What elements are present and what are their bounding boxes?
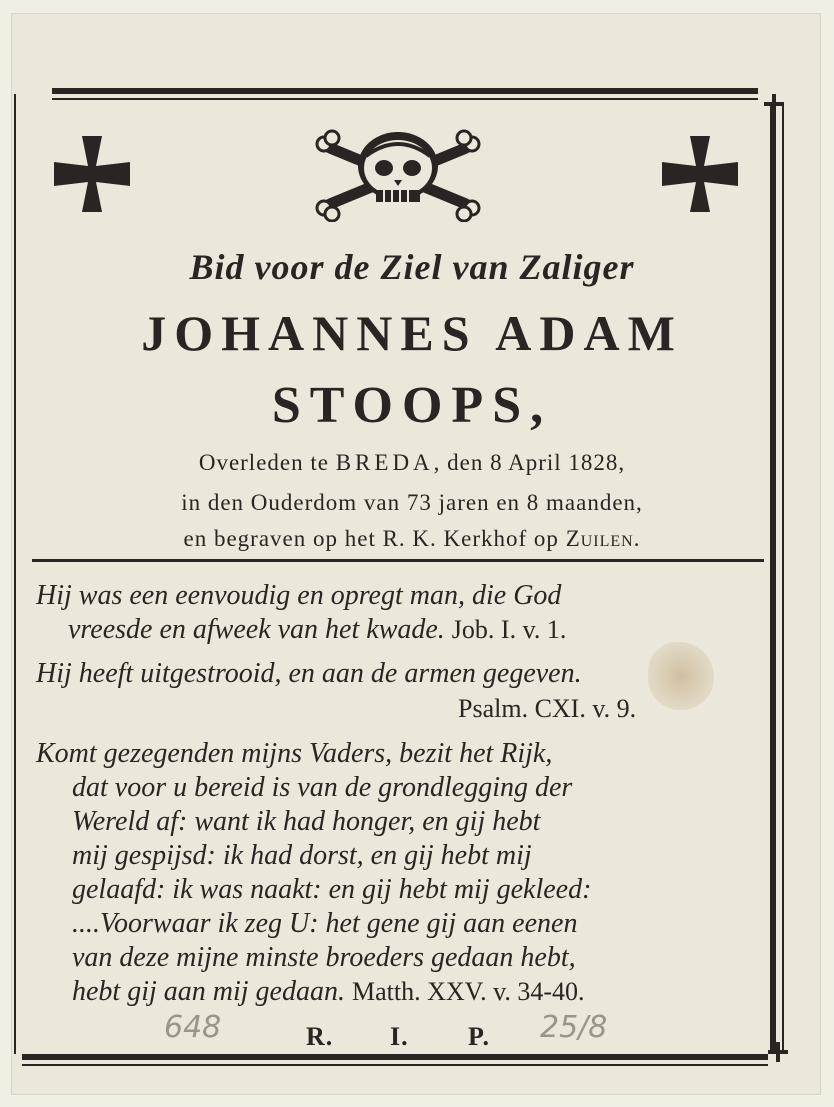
- cross-pattee-icon: [660, 134, 740, 214]
- rip-letter-r: R.: [306, 1022, 334, 1051]
- verse-line: van deze mijne minste broeders gedaan hebt,: [72, 942, 576, 973]
- burial-place: Zuilen: [565, 526, 634, 551]
- corner-cross-icon: [764, 94, 784, 114]
- verse-line: Hij heeft uitgestrooid, en aan de armen gegeven.: [36, 658, 582, 689]
- deceased-name-line1: JOHANNES ADAM: [141, 305, 683, 361]
- skull-crossbones-icon: [310, 126, 486, 222]
- death-city: BREDA: [335, 450, 434, 475]
- right-rule: [770, 102, 776, 1052]
- verse-line: Komt gezegenden mijns Vaders, bezit het Rijk,: [36, 738, 553, 769]
- deceased-name-line2: STOOPS,: [271, 377, 553, 434]
- verse-line: [68, 614, 566, 646]
- bottom-rule-thin: [22, 1064, 768, 1066]
- burial-info-post: .: [633, 526, 641, 551]
- paper-stub-mark: [0, 1040, 120, 1100]
- verse-reference: Job. I. v. 1.: [451, 615, 567, 644]
- verse-text: vreesde en afweek van het kwade.: [68, 614, 445, 645]
- prayer-heading: Bid voor de Ziel van Zaliger: [189, 247, 635, 287]
- rip-letter-p: P.: [468, 1022, 490, 1051]
- death-info-line1: [42, 450, 782, 476]
- verse-line: mij gespijsd: ik had dorst, en gij hebt mij: [72, 840, 532, 871]
- left-rule: [14, 94, 16, 1054]
- burial-info-pre: en begraven op het R. K. Kerkhof op: [183, 526, 566, 551]
- bottom-rule: [22, 1054, 768, 1060]
- stain-mark: [648, 642, 714, 710]
- burial-info: [42, 526, 782, 552]
- corner-cross-icon: [768, 1042, 788, 1062]
- death-date: , den 8 April 1828,: [433, 450, 626, 475]
- death-info-pre: Overleden te: [198, 450, 336, 475]
- rip-letter-i: I.: [390, 1022, 409, 1051]
- verse-line: dat voor u bereid is van de grondlegging der: [72, 772, 573, 803]
- pencil-number-right: 25/8: [540, 1010, 608, 1045]
- memorial-card: [12, 14, 820, 1094]
- verse-line: gelaafd: ik was naakt: en gij hebt mij gekleed:: [72, 874, 592, 905]
- top-rule: [52, 88, 758, 94]
- verse-line: ....Voorwaar ik zeg U: het gene gij aan eenen: [72, 908, 578, 939]
- mid-rule: [32, 559, 764, 562]
- pencil-number-left: 648: [164, 1010, 222, 1045]
- verse-line: Hij was een eenvoudig en opregt man, die God: [36, 580, 562, 611]
- age-info: in den Ouderdom van 73 jaren en 8 maanden,: [181, 490, 643, 515]
- verse-reference: Psalm. CXI. v. 9.: [458, 694, 637, 723]
- verse-reference: Matth. XXV. v. 34-40.: [351, 977, 585, 1006]
- top-rule-thin: [52, 98, 758, 100]
- verse-line: Wereld af: want ik had honger, en gij hebt: [72, 806, 541, 837]
- verse-text: hebt gij aan mij gedaan.: [72, 976, 345, 1007]
- verse-line: [72, 976, 585, 1008]
- cross-pattee-icon: [52, 134, 132, 214]
- right-rule-thin: [782, 102, 784, 1052]
